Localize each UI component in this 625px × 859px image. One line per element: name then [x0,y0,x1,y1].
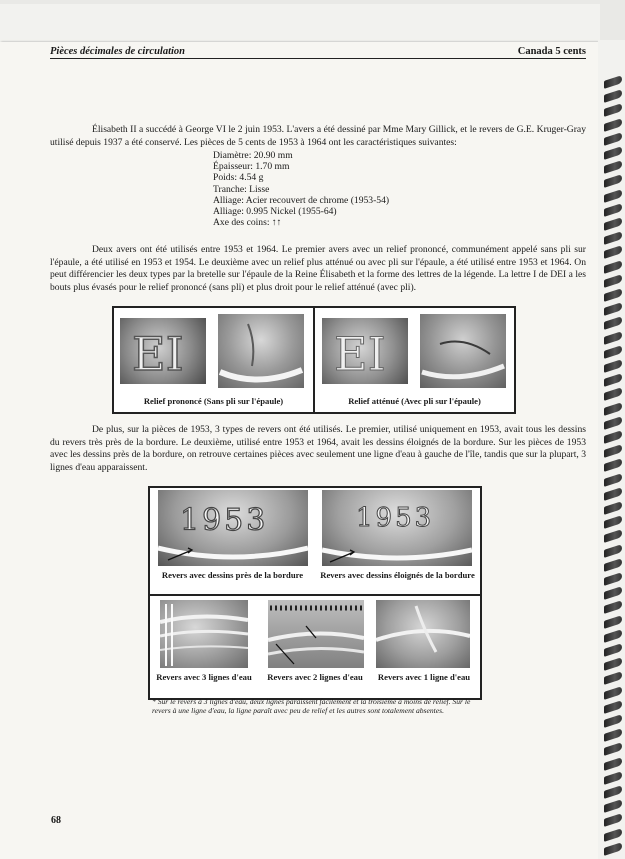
spiral-coil [604,160,622,174]
spiral-coil [604,359,622,373]
page-number: 68 [51,815,61,826]
spiral-coil [604,245,622,259]
spiral-coil [604,274,622,288]
spiral-coil [604,217,622,231]
spiral-coil [604,203,622,217]
spiral-coil [604,430,622,444]
spiral-coil [604,629,622,643]
spiral-coil [604,771,622,785]
reverse-photo-one-waterline [376,600,470,668]
spiral-coil [604,742,622,756]
header-coin-title: Canada 5 cents [517,46,586,57]
spiral-coil [604,615,622,629]
reverse-photo-three-waterlines [160,600,248,668]
reverse-photo-near-border [158,490,308,566]
spiral-coil [604,828,622,842]
obverse-letters-attenuated: EI [334,327,386,381]
previous-page-sheet [0,4,600,43]
caption-near-border: Revers avec dessins près de la bordure [161,570,304,580]
reverse-date-near: 1953 [180,503,269,538]
spec-weight: Poids: 4.54 g [213,172,264,184]
spiral-coil [604,231,622,245]
spiral-coil [604,331,622,345]
spiral-binding [598,40,625,859]
previous-page-edge [0,0,625,42]
spiral-coil [604,842,622,856]
spiral-coil [604,387,622,401]
spec-alloy-nickel: Alliage: 0.995 Nickel (1955-64) [213,206,337,218]
spiral-coil [604,643,622,657]
spiral-coil [604,316,622,330]
spiral-coil [604,671,622,685]
obverse-shoulder-photo-strong [218,314,304,388]
spec-alloy-steel: Alliage: Acier recouvert de chrome (1953-54) [213,194,390,206]
spiral-coil [604,75,622,89]
spiral-coil [604,487,622,501]
specifications-list [213,150,389,228]
spiral-coil [604,118,622,132]
reverse-comparison-panel [148,486,482,700]
spiral-coil [604,501,622,515]
spiral-coil [604,785,622,799]
spiral-coil [604,146,622,160]
spiral-coil [604,132,622,146]
spiral-coil [604,600,622,614]
spiral-coil [604,572,622,586]
spiral-coil [604,757,622,771]
reverse-paragraph: De plus, sur la pièces de 1953, 3 types de revers ont été utilisés. Le premier, utilisé uniquement en 1953, avait tous les dessins du revers très près de la bordure. Le deuxième, utilisé entre 1953 et 1964, avait les dessins éloignés de la bordure. Sur les pièces de 1953 avec les dessins près de la bordure, on retrouve certaines pièces avec seulement une ligne d'eau à gauche de l'île, tandis que sur la plupart, 3 lignes d'eau apparaissent. [50,424,586,473]
spiral-coil [604,686,622,700]
obverse-letters-photo-strong [120,318,206,384]
spiral-coil [604,700,622,714]
spiral-coil [604,402,622,416]
spiral-coil [604,89,622,103]
spiral-coil [604,444,622,458]
obverse-comparison-panel [112,306,516,414]
spec-diameter: Diamètre: 20.90 mm [213,150,293,161]
header-section-title: Pièces décimales de circulation [50,46,186,57]
spiral-coil [604,813,622,827]
spiral-coil [604,657,622,671]
footnote: * Sur le revers à 3 lignes d'eau, deux lignes paraissent facilement et la troisième a moins de relief. Sur le revers à une ligne d'eau, la ligne paraît avec peu de relief et les autres sont totalement absentes. [152,697,471,716]
spiral-coil [604,714,622,728]
spiral-coil [604,515,622,529]
reverse-photo-two-waterlines [268,600,364,668]
panel-horizontal-divider [150,594,480,596]
obverse-paragraph: Deux avers ont été utilisés entre 1953 et 1964. Le premier avers avec un relief prononcé, communément appelé sans pli sur l'épaule, a été utilisé en 1953 et 1954. Le deuxième avec un relief plus atténué ou avec pli sur l'épaule, a été utilisé entre 1953 et 1964. On peut différencier les deux types par la bretelle sur l'épaule de la Reine Élisabeth et la forme des lettres de la légende. La lettre I de DEI a les bouts plus évasés pour le relief prononcé (sans pli) et plus droit pour le relief atténué (avec pli). [50,244,586,293]
obverse-letters-photo-attenuated [322,318,408,384]
spiral-coil [604,189,622,203]
running-header [50,46,586,59]
reverse-photo-far-border [322,490,472,566]
caption-relief-attenue: Relief atténué (Avec pli sur l'épaule) [348,396,481,406]
spec-thickness: Épaisseur: 1.70 mm [213,161,290,173]
spiral-coil [604,174,622,188]
reverse-date-far: 1953 [356,503,435,533]
spiral-coil [604,373,622,387]
spiral-coil [604,473,622,487]
spec-edge: Tranche: Lisse [213,183,270,195]
spiral-coil [604,288,622,302]
caption-two-waterlines: Revers avec 2 lignes d'eau [267,672,363,682]
obverse-shoulder-photo-attenuated [420,314,506,388]
caption-far-border: Revers avec dessins éloignés de la bordure [320,570,475,580]
intro-paragraph: Élisabeth II a succédé à George VI le 2 juin 1953. L'avers a été dessiné par Mme Mary Gillick, et le revers de G.E. Kruger-Gray utilisé depuis 1937 a été conservé. Les pièces de 5 cents de 1953 à 1964 ont les caractéristiques suivantes: [50,124,586,148]
spiral-coil [604,416,622,430]
spiral-coil [604,302,622,316]
spiral-coil [604,728,622,742]
spiral-coil [604,799,622,813]
obverse-letters-strong: EI [132,327,184,381]
caption-three-waterlines: Revers avec 3 lignes d'eau [156,672,252,682]
spiral-coil [604,586,622,600]
spiral-coil [604,544,622,558]
spiral-coil [604,458,622,472]
spiral-coil [604,558,622,572]
caption-relief-prononce: Relief prononcé (Sans pli sur l'épaule) [143,396,284,406]
caption-one-waterline: Revers avec 1 ligne d'eau [377,672,471,682]
spiral-coil [604,260,622,274]
spiral-coil [604,345,622,359]
spiral-coil [604,103,622,117]
spec-die-axis: Axe des coins: ↑↑ [213,217,282,229]
spiral-coil [604,529,622,543]
